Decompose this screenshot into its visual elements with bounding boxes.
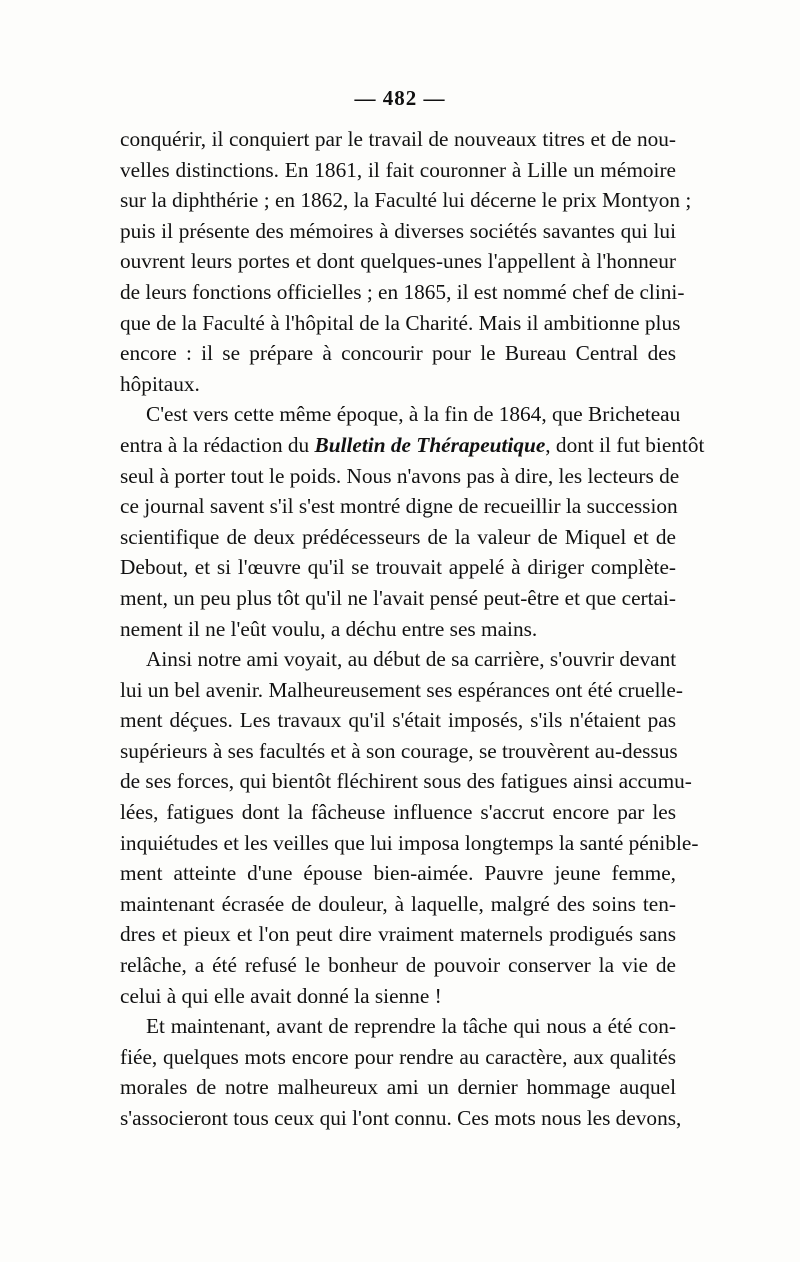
text-line (120, 430, 705, 461)
text-line: hôpitaux. (120, 371, 200, 396)
text-line: sur la diphthérie ; en 1862, la Faculté lui décerne le prix Montyon ; (120, 188, 692, 213)
text-line: C'est vers cette même époque, à la fin de 1864, que Bricheteau (146, 402, 681, 427)
text-line: que de la Faculté à l'hôpital de la Charité. Mais il ambitionne plus (120, 310, 681, 335)
text-line: ce journal savent s'il s'est montré digne de recueillir la succession (120, 494, 678, 519)
text-line: maintenant écrasée de douleur, à laquelle, malgré des soins ten- (120, 891, 676, 916)
text-line: relâche, a été refusé le bonheur de pouvoir conserver la vie de (120, 953, 676, 978)
text-line: ouvrent leurs portes et dont quelques-unes l'appellent à l'honneur (120, 249, 676, 274)
paragraph (120, 644, 699, 1011)
text-line: puis il présente des mémoires à diverses sociétés savantes qui lui (120, 218, 676, 243)
text-line: ment atteinte d'une épouse bien-aimée. Pauvre jeune femme, (120, 861, 676, 886)
text-segment: , dont il fut bientôt (545, 432, 705, 457)
text-line: s'associeront tous ceux qui l'ont connu. Ces mots nous les devons, (120, 1106, 682, 1130)
text-line: Et maintenant, avant de reprendre la tâche qui nous a été con- (146, 1014, 676, 1039)
journal-title: Bulletin de Thérapeutique (314, 432, 546, 457)
body-text (120, 124, 705, 1134)
text-line: de leurs fonctions officielles ; en 1865, il est nommé chef de clini- (120, 279, 685, 304)
text-line: seul à porter tout le poids. Nous n'avons pas à dire, les lecteurs de (120, 463, 680, 488)
text-line: nement il ne l'eût voulu, a déchu entre ses mains. (120, 616, 538, 641)
text-line: fiée, quelques mots encore pour rendre au caractère, aux qualités (120, 1044, 676, 1069)
paragraph (120, 124, 692, 399)
page-number: — 482 — (354, 86, 446, 110)
text-segment: entra à la rédaction du (120, 432, 315, 457)
text-line: lui un bel avenir. Malheureusement ses espérances ont été cruelle- (120, 677, 683, 702)
text-line: encore : il se prépare à concourir pour le Bureau Central des (120, 341, 676, 366)
text-line: Ainsi notre ami voyait, au début de sa carrière, s'ouvrir devant (146, 647, 677, 672)
text-line: de ses forces, qui bientôt fléchirent sous des fatigues ainsi accumu- (120, 769, 692, 794)
text-line: celui à qui elle avait donné la sienne ! (120, 983, 442, 1008)
text-line: inquiétudes et les veilles que lui imposa longtemps la santé pénible- (120, 830, 699, 855)
text-line: ment déçues. Les travaux qu'il s'était imposés, s'ils n'étaient pas (120, 708, 676, 733)
text-line: dres et pieux et l'on peut dire vraiment maternels prodigués sans (120, 922, 676, 947)
paragraph (120, 399, 705, 644)
text-line: lées, fatigues dont la fâcheuse influence s'accrut encore par les (120, 800, 676, 825)
text-line: morales de notre malheureux ami un dernier hommage auquel (120, 1075, 676, 1100)
text-line: Debout, et si l'œuvre qu'il se trouvait appelé à diriger complète- (120, 555, 676, 580)
text-line: velles distinctions. En 1861, il fait couronner à Lille un mémoire (120, 157, 676, 182)
text-line: ment, un peu plus tôt qu'il ne l'avait pensé peut-être et que certai- (120, 585, 676, 610)
paragraph (120, 1011, 682, 1133)
text-line: supérieurs à ses facultés et à son courage, se trouvèrent au-dessus (120, 738, 678, 763)
text-line: conquérir, il conquiert par le travail de nouveaux titres et de nou- (120, 127, 676, 151)
text-line: scientifique de deux prédécesseurs de la valeur de Miquel et de (120, 524, 676, 549)
